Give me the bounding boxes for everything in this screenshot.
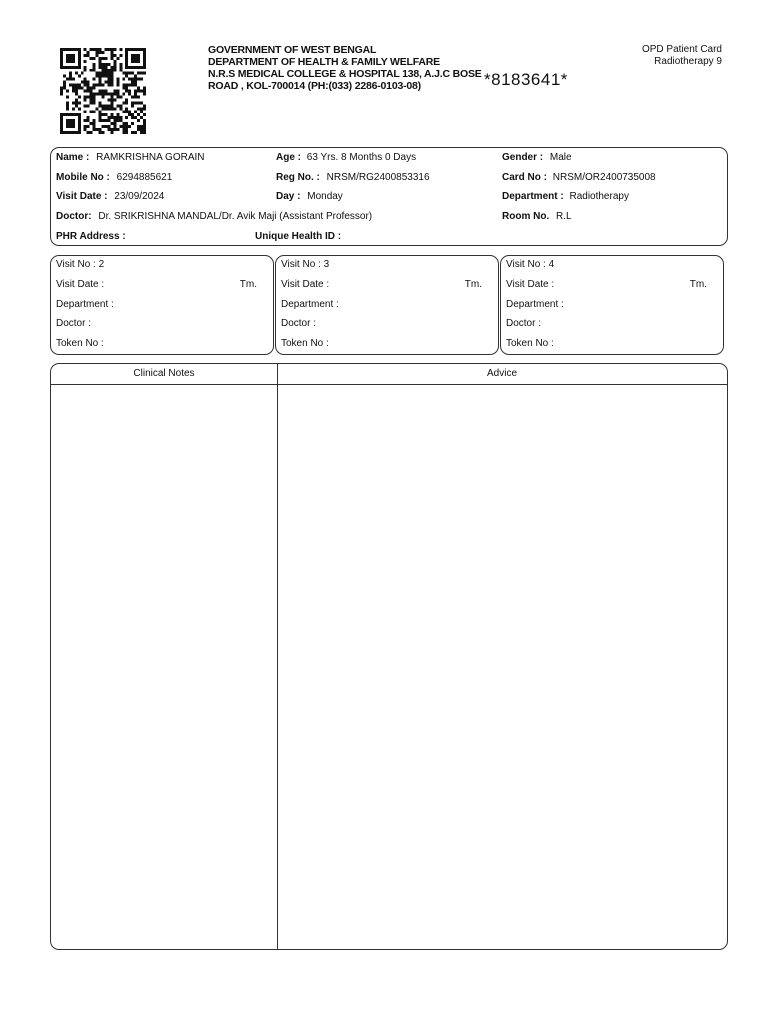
- phr-field: [56, 231, 126, 242]
- visit-token: Token No :: [506, 338, 554, 349]
- clinical-notes-heading: Clinical Notes: [133, 368, 195, 379]
- visit-time: Tm.: [239, 279, 257, 290]
- notes-header-divider: [51, 384, 727, 385]
- visit-department: Department :: [506, 299, 564, 310]
- reg-value: NRSM/RG2400853316: [326, 172, 430, 183]
- hospital-line: DEPARTMENT OF HEALTH & FAMILY WELFARE: [208, 56, 440, 68]
- visit-box: [275, 255, 499, 355]
- room-value: R.L: [556, 211, 572, 222]
- hospital-line: GOVERNMENT OF WEST BENGAL: [208, 44, 377, 56]
- visit-no: Visit No : 4: [506, 259, 555, 270]
- gender-label: Gender :: [502, 152, 544, 163]
- card-type-title: OPD Patient Card: [641, 44, 722, 55]
- visit-doctor: Doctor :: [506, 318, 542, 329]
- age-value: 63 Yrs. 8 Months 0 Days: [306, 152, 417, 163]
- mobile-label: Mobile No :: [56, 172, 110, 183]
- mobile-value: 6294885621: [116, 172, 173, 183]
- visit-no: Visit No : 2: [56, 259, 105, 270]
- visit-token: Token No :: [281, 338, 329, 349]
- visit-date-field: [56, 191, 164, 202]
- doctor-field: [56, 211, 372, 222]
- visit-time: Tm.: [689, 279, 707, 290]
- visit-department: Department :: [281, 299, 339, 310]
- name-label: Name :: [56, 152, 90, 163]
- hospital-address: [208, 44, 482, 92]
- gender-value: Male: [549, 152, 572, 163]
- visit-doctor: Doctor :: [56, 318, 92, 329]
- age-label: Age :: [276, 152, 301, 163]
- qr-code: [60, 48, 146, 134]
- visit-no: Visit No : 3: [281, 259, 330, 270]
- visit-token: Token No :: [56, 338, 104, 349]
- card-value: NRSM/OR2400735008: [552, 172, 656, 183]
- visit-date: Visit Date :: [506, 279, 555, 290]
- gender-field: [502, 152, 572, 163]
- department-field: [502, 191, 629, 202]
- visit-doctor: Doctor :: [281, 318, 317, 329]
- phr-label: PHR Address :: [56, 231, 126, 242]
- visit-box: [500, 255, 724, 355]
- uhid-label: Unique Health ID :: [255, 231, 342, 242]
- visit-date-value: 23/09/2024: [114, 191, 165, 202]
- visit-box: [50, 255, 274, 355]
- visit-department: Department :: [56, 299, 114, 310]
- barcode-number: *8183641*: [484, 70, 568, 89]
- card-type: [642, 44, 722, 68]
- age-field: [276, 152, 416, 163]
- card-label: Card No :: [502, 172, 547, 183]
- patient-info-box: [50, 147, 728, 246]
- uhid-field: [255, 231, 341, 242]
- reg-label: Reg No. :: [276, 172, 320, 183]
- notes-column-divider: [277, 364, 278, 949]
- room-label: Room No.: [502, 211, 550, 222]
- day-field: [276, 191, 343, 202]
- notes-box: [50, 363, 728, 950]
- visit-date: Visit Date :: [56, 279, 105, 290]
- department-value: Radiotherapy: [569, 191, 629, 202]
- doctor-label: Doctor:: [56, 211, 92, 222]
- department-label: Department :: [502, 191, 564, 202]
- day-value: Monday: [307, 191, 343, 202]
- doctor-value: Dr. SRIKRISHNA MANDAL/Dr. Avik Maji (Assistant Professor): [98, 211, 373, 222]
- visit-time: Tm.: [464, 279, 482, 290]
- visit-date: Visit Date :: [281, 279, 330, 290]
- day-label: Day :: [276, 191, 301, 202]
- advice-heading: Advice: [486, 368, 517, 379]
- room-field: [502, 211, 572, 222]
- mobile-field: [56, 172, 172, 183]
- card-field: [502, 172, 656, 183]
- reg-field: [276, 172, 430, 183]
- card-type-department: Radiotherapy 9: [654, 56, 722, 67]
- name-value: RAMKRISHNA GORAIN: [96, 152, 205, 163]
- hospital-line: N.R.S MEDICAL COLLEGE & HOSPITAL 138, A.J.C BOSE: [208, 68, 482, 80]
- name-field: [56, 152, 205, 163]
- hospital-line: ROAD , KOL-700014 (PH:(033) 2286-0103-08): [208, 80, 421, 92]
- visit-date-label: Visit Date :: [56, 191, 108, 202]
